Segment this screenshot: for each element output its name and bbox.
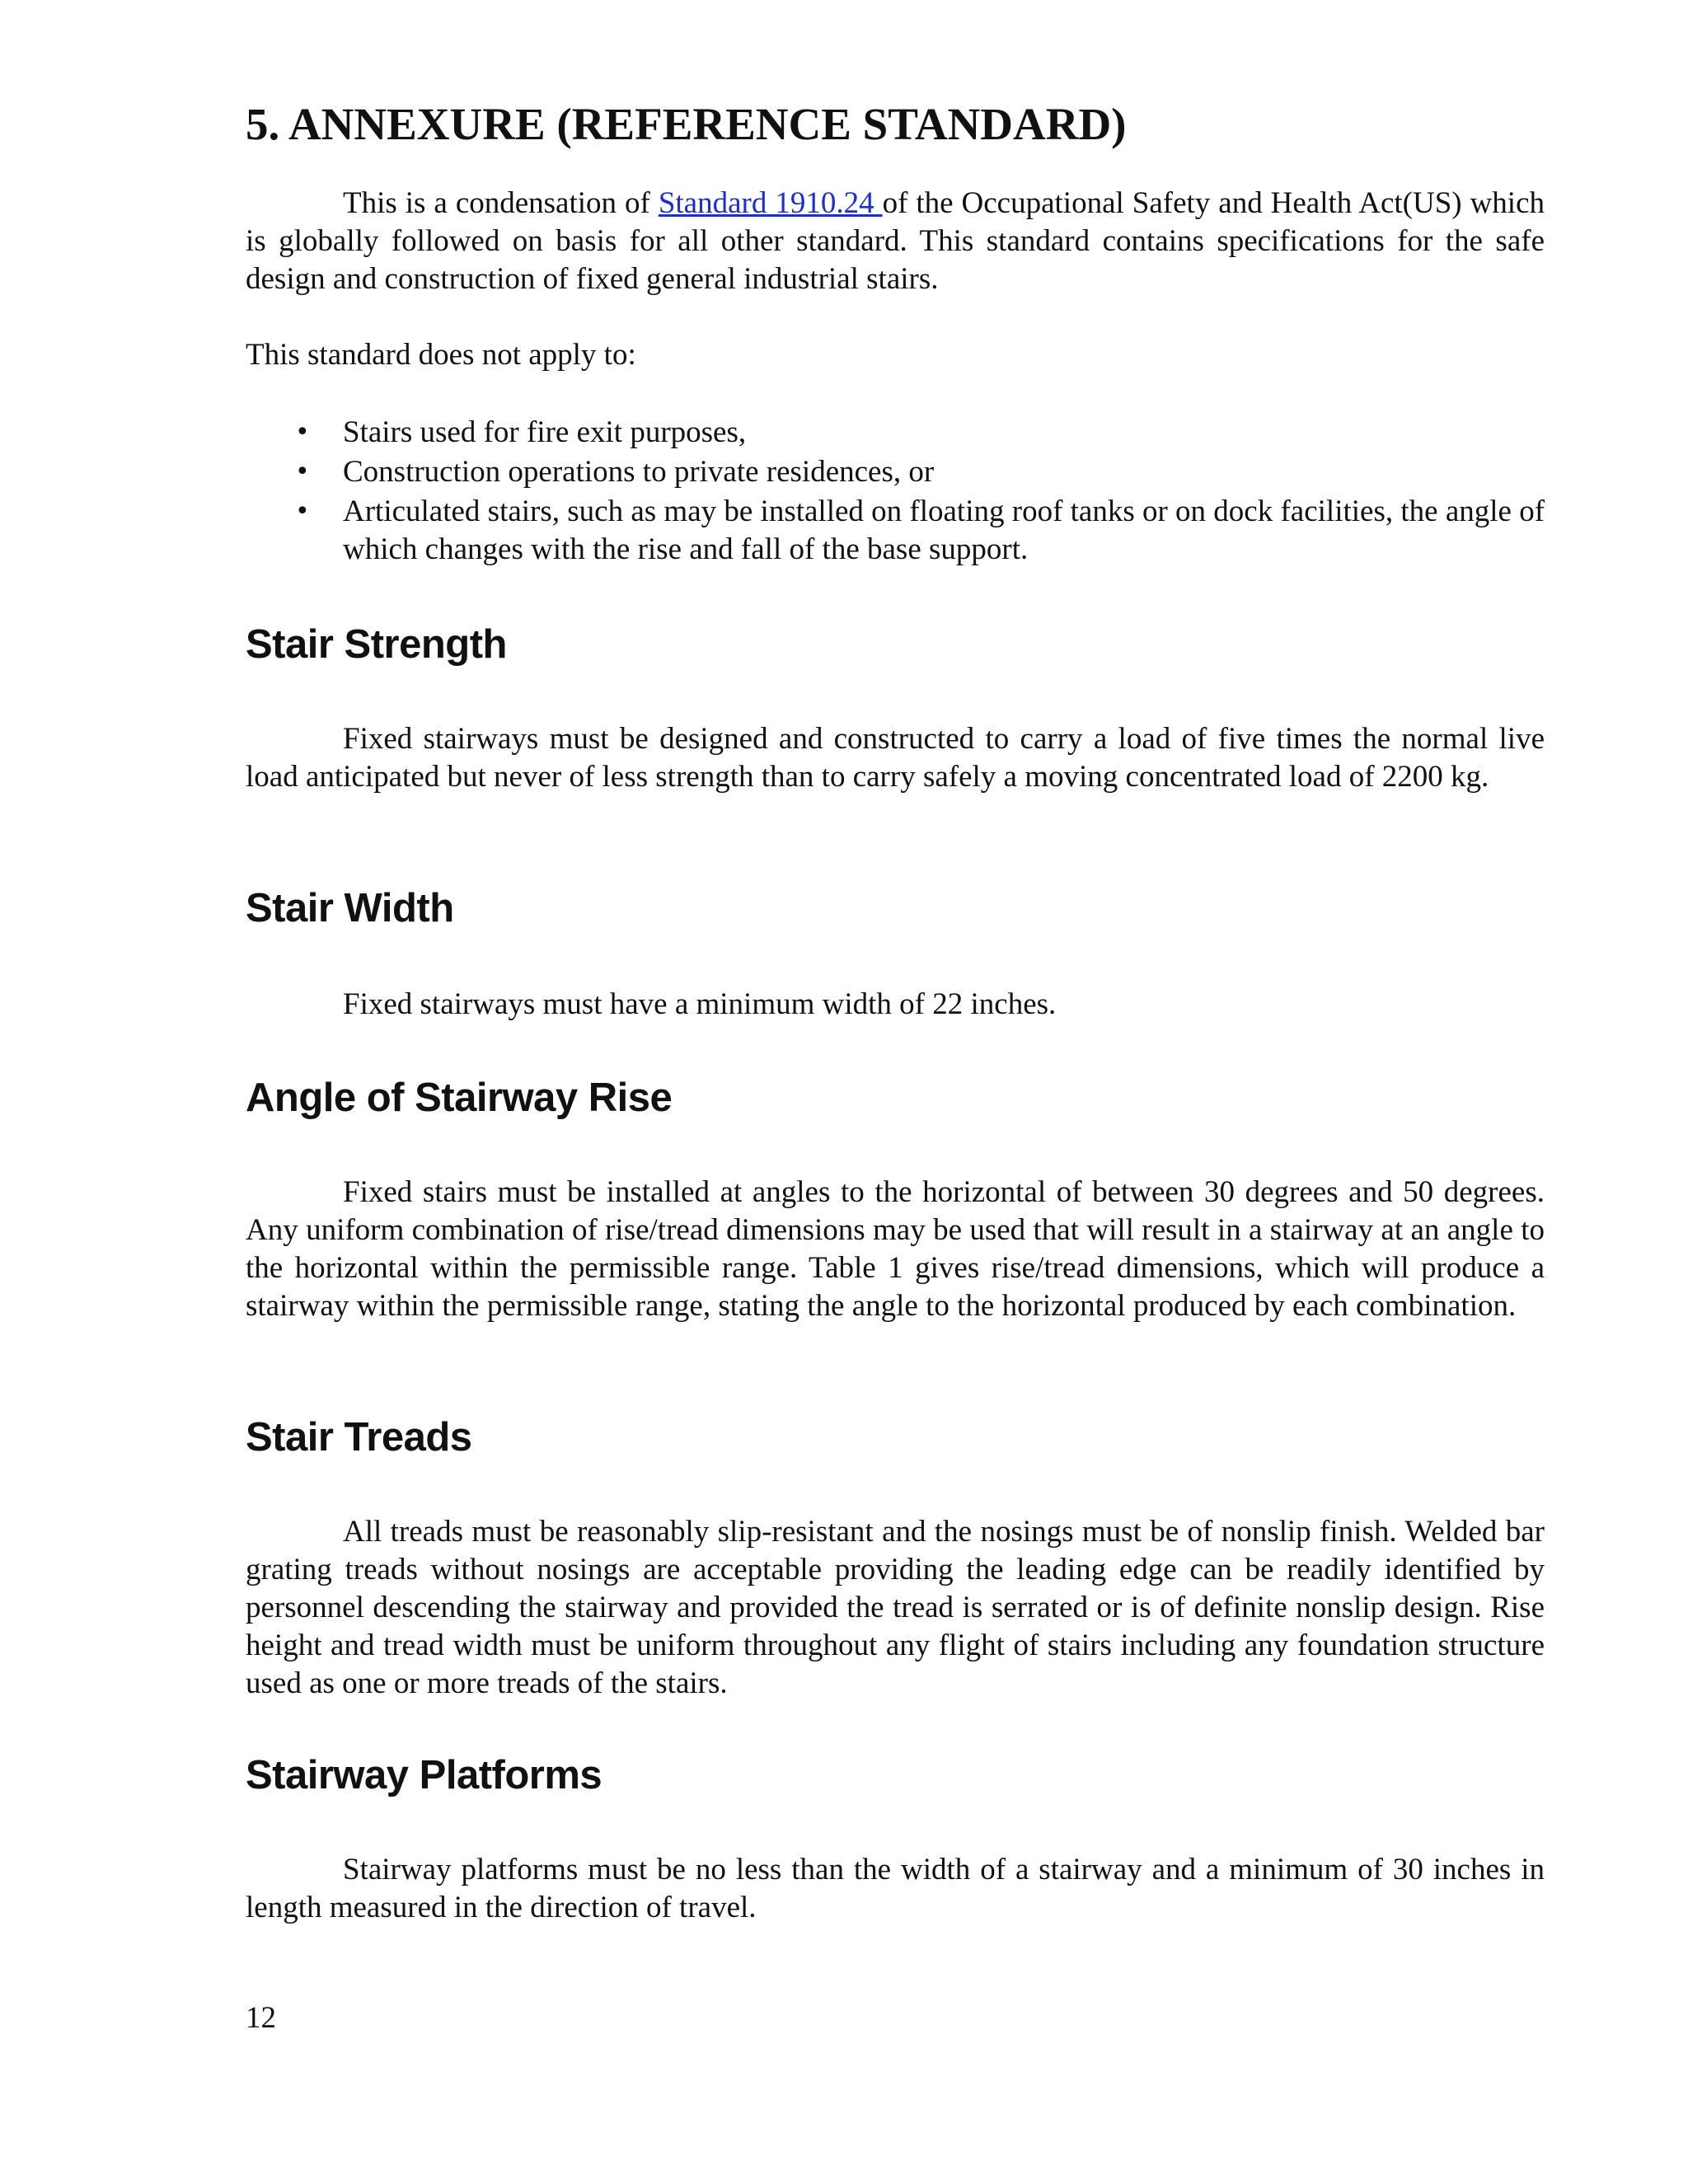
bullet-icon: •	[295, 418, 310, 447]
list-item	[246, 453, 1545, 491]
section-heading-stair-treads: Stair Treads	[246, 1415, 472, 1460]
section-heading-stairway-platforms: Stairway Platforms	[246, 1753, 603, 1797]
intro-paragraph	[246, 185, 1545, 298]
list-item-text: Construction operations to private residences, or	[343, 455, 935, 489]
section-heading-stair-width: Stair Width	[246, 886, 454, 930]
list-item-text: Articulated stairs, such as may be installed on floating roof tanks or on dock facilities, the angle of which changes with the rise and fall of the base support.	[343, 494, 1545, 566]
section-heading-angle-of-stairway-rise: Angle of Stairway Rise	[246, 1076, 673, 1120]
section-body-stair-treads: All treads must be reasonably slip-resistant and the nosings must be of nonslip finish. Welded bar grating treads without nosings are acceptable providing the leading edge can be readily identified by personnel descending the stairway and provided the tread is serrated or is of definite nonslip design. Rise height and tread width must be uniform throughout any flight of stairs including any foundation structure used as one or more treads of the stairs.	[246, 1515, 1545, 1700]
chapter-title: 5. ANNEXURE (REFERENCE STANDARD)	[246, 99, 1127, 149]
intro-text-before-link: This is a condensation of	[343, 186, 659, 220]
list-item	[246, 414, 1545, 452]
standard-1910-24-link[interactable]: Standard 1910.24	[658, 186, 883, 220]
section-body-stair-width: Fixed stairways must have a minimum width of 22 inches.	[343, 987, 1057, 1021]
exclusions-list	[246, 414, 1545, 570]
list-item-text: Stairs used for fire exit purposes,	[343, 415, 747, 449]
bullet-icon: •	[295, 457, 310, 486]
bullet-icon: •	[295, 497, 310, 526]
section-body-stair-strength: Fixed stairways must be designed and constructed to carry a load of five times the normal live load anticipated but never of less strength than to carry safely a moving concentrated load of 2200 kg.	[246, 722, 1545, 794]
intro-text-after-link: of the Occupational Safety and Health Act(US) which is globally followed on basis for all other standard. This standard contains specifications for the safe design and construction of fixed general industrial stairs.	[246, 186, 1545, 296]
section-body-stairway-platforms: Stairway platforms must be no less than the width of a stairway and a minimum of 30 inches in length measured in the direction of travel.	[246, 1853, 1545, 1924]
page-number: 12	[246, 2001, 276, 2035]
list-item	[246, 493, 1545, 569]
not-apply-intro: This standard does not apply to:	[246, 338, 636, 372]
section-body-angle-of-stairway-rise: Fixed stairs must be installed at angles to the horizontal of between 30 degrees and 50 degrees. Any uniform combination of rise/tread dimensions may be used that will result in a stairway at an angle to the horizontal within the permissible range. Table 1 gives rise/tread dimensions, which will produce a stairway within the permissible range, stating the angle to the horizontal produced by each combination.	[246, 1175, 1545, 1323]
section-heading-stair-strength: Stair Strength	[246, 622, 507, 667]
